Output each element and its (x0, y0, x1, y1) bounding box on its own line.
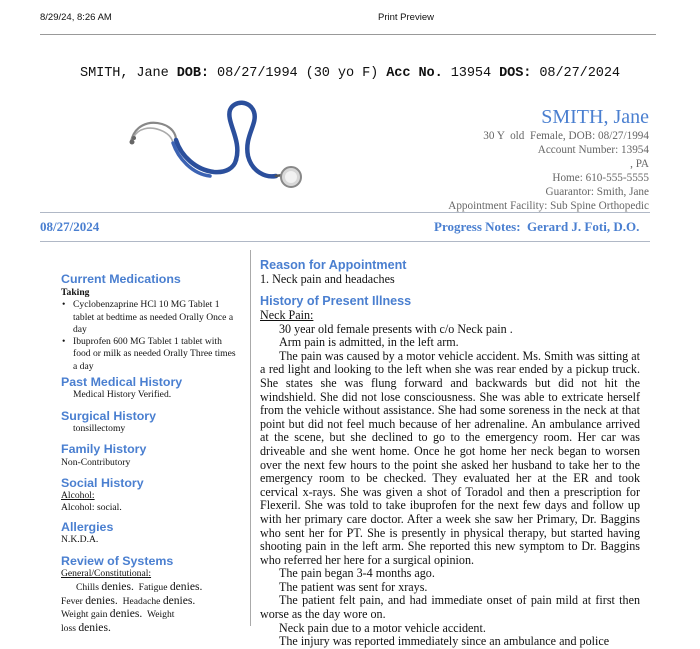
ros-fatigue-value: denies. (169, 579, 203, 593)
history-of-present-illness-heading: History of Present Illness (260, 294, 412, 308)
neck-pain-label: Neck Pain: (260, 308, 314, 322)
patient-guarantor: Guarantor: Smith, Jane (545, 186, 649, 199)
progress-notes-label: Progress Notes: (434, 219, 521, 234)
patient-state: , PA (630, 158, 649, 171)
reason-for-appointment-text: 1. Neck pain and headaches (260, 272, 395, 286)
social-history-text (61, 490, 122, 515)
id-acc-label: Acc No. (386, 66, 443, 81)
past-medical-history-heading: Past Medical History (61, 375, 183, 389)
progress-notes-provider (434, 219, 639, 235)
hpi-paragraph: Arm pain is admitted, in the left arm. (279, 335, 459, 350)
ros-weight: Weight (146, 609, 175, 621)
medications-list (61, 287, 237, 373)
ros-chills: Chills (76, 581, 99, 593)
alcohol-label: Alcohol: (61, 490, 95, 501)
visit-date: 08/27/2024 (40, 219, 100, 234)
reason-for-appointment-heading: Reason for Appointment (260, 258, 407, 272)
hpi-paragraph: 30 year old female presents with c/o Neck pain . (279, 321, 513, 336)
hpi-paragraph: The injury was reported immediately since an ambulance and police (279, 634, 610, 649)
medication-item: • Cyclobenzaprine HCl 10 MG Tablet 1 tablet at bedtime as needed Orally Once a day (73, 299, 237, 336)
ros-headache-value: denies. (162, 593, 196, 607)
patient-age-dob: 30 Y old Female, DOB: 08/27/1994 (483, 130, 649, 142)
ros-weight-gain-value: denies. (109, 607, 143, 621)
allergies-heading: Allergies (61, 520, 114, 534)
id-dos: 08/27/2024 (539, 66, 620, 81)
info-divider (40, 212, 650, 213)
family-history-text: Non-Contributory (61, 457, 131, 468)
header-divider (40, 34, 656, 35)
ros-headache: Headache (122, 595, 161, 607)
patient-home-phone: Home: 610-555-5555 (552, 172, 649, 185)
current-medications-heading: Current Medications (61, 272, 181, 286)
stethoscope-logo (126, 100, 310, 196)
id-name: SMITH, Jane (80, 66, 169, 81)
print-datetime: 8/29/24, 8:26 AM (40, 12, 112, 23)
hpi-paragraph: The pain was caused by a motor vehicle accident. Ms. Smith was sitting at a red light and looking to the left when she was rear ended by a pickup truck. She states she was flung forward and backwards but did not hit the windshield. She did not lose consciousness. She was able to extricate herself from the vehicle without assistance. She had some soreness in the neck at that point but did not feel much because of her adrenaline. An ambulance arrived at the scene, but she declined to go to the emergency room. Her car was driveable and she went home. Once he got home her neck began to worsen over the next few hours to the point she asked her husband to take her to the emergency room to be checked. They evaluated her at the ER and took cervical x-rays. She was given a shot of Toradol and then a prescription for Flexeril. She was told to take ibuprofen for the next few days and follow up with her primary care doctor. After a week she saw her Primary, Dr. Baggins who sent her for PT. She is presently in physical therapy, but started having shooting pain in the left arm. She reported this new symptom to Dr. Baggins who referred her here for a surgical opinion. (260, 348, 640, 567)
provider-name: Gerard J. Foti, D.O. (527, 219, 640, 234)
patient-info-block (448, 129, 649, 214)
general-constitutional-label: General/Constitutional: (61, 568, 152, 579)
hpi-paragraph: The patient felt pain, and had immediate onset of pain mild at first then worse as the day wore on. (260, 593, 640, 622)
column-divider (250, 250, 251, 626)
alcohol-value: Alcohol: social. (61, 502, 122, 514)
hpi-body (260, 309, 640, 649)
past-medical-history-text: Medical History Verified. (73, 389, 172, 400)
id-dos-label: DOS: (499, 66, 532, 81)
id-dob-label: DOB: (176, 66, 209, 81)
patient-name-heading: SMITH, Jane (541, 106, 649, 128)
family-history-heading: Family History (61, 442, 147, 456)
id-dob: 08/27/1994 (30 yo F) (217, 66, 379, 81)
ros-loss-value: denies. (78, 621, 111, 635)
hpi-paragraph: The pain began 3-4 months ago. (279, 566, 435, 581)
ros-fever-value: denies. (85, 593, 118, 607)
medication-item: • Ibuprofen 600 MG Tablet 1 tablet with food or milk as needed Orally Three times a day (73, 336, 237, 373)
appointment-facility: Appointment Facility: Sub Spine Orthopedic (448, 200, 649, 213)
social-history-heading: Social History (61, 476, 144, 490)
ros-fatigue: Fatigue (138, 581, 168, 593)
ros-weight-gain: Weight gain (61, 609, 108, 621)
patient-account-number: Account Number: 13954 (537, 144, 649, 157)
taking-label: Taking (61, 287, 90, 298)
ros-fever: Fever (61, 595, 83, 607)
hpi-paragraph: The patient was sent for xrays. (279, 579, 428, 594)
review-of-systems-heading: Review of Systems (61, 554, 174, 568)
surgical-history-text: tonsillectomy (73, 423, 126, 434)
allergies-text: N.K.D.A. (61, 534, 99, 545)
print-title: Print Preview (378, 12, 434, 23)
date-divider (40, 241, 650, 242)
ros-loss: loss (61, 623, 76, 635)
patient-id-line (0, 66, 700, 81)
hpi-paragraph: Neck pain due to a motor vehicle accident. (279, 620, 486, 635)
id-acc: 13954 (450, 66, 492, 81)
surgical-history-heading: Surgical History (61, 409, 157, 423)
ros-chills-value: denies. (101, 579, 134, 593)
